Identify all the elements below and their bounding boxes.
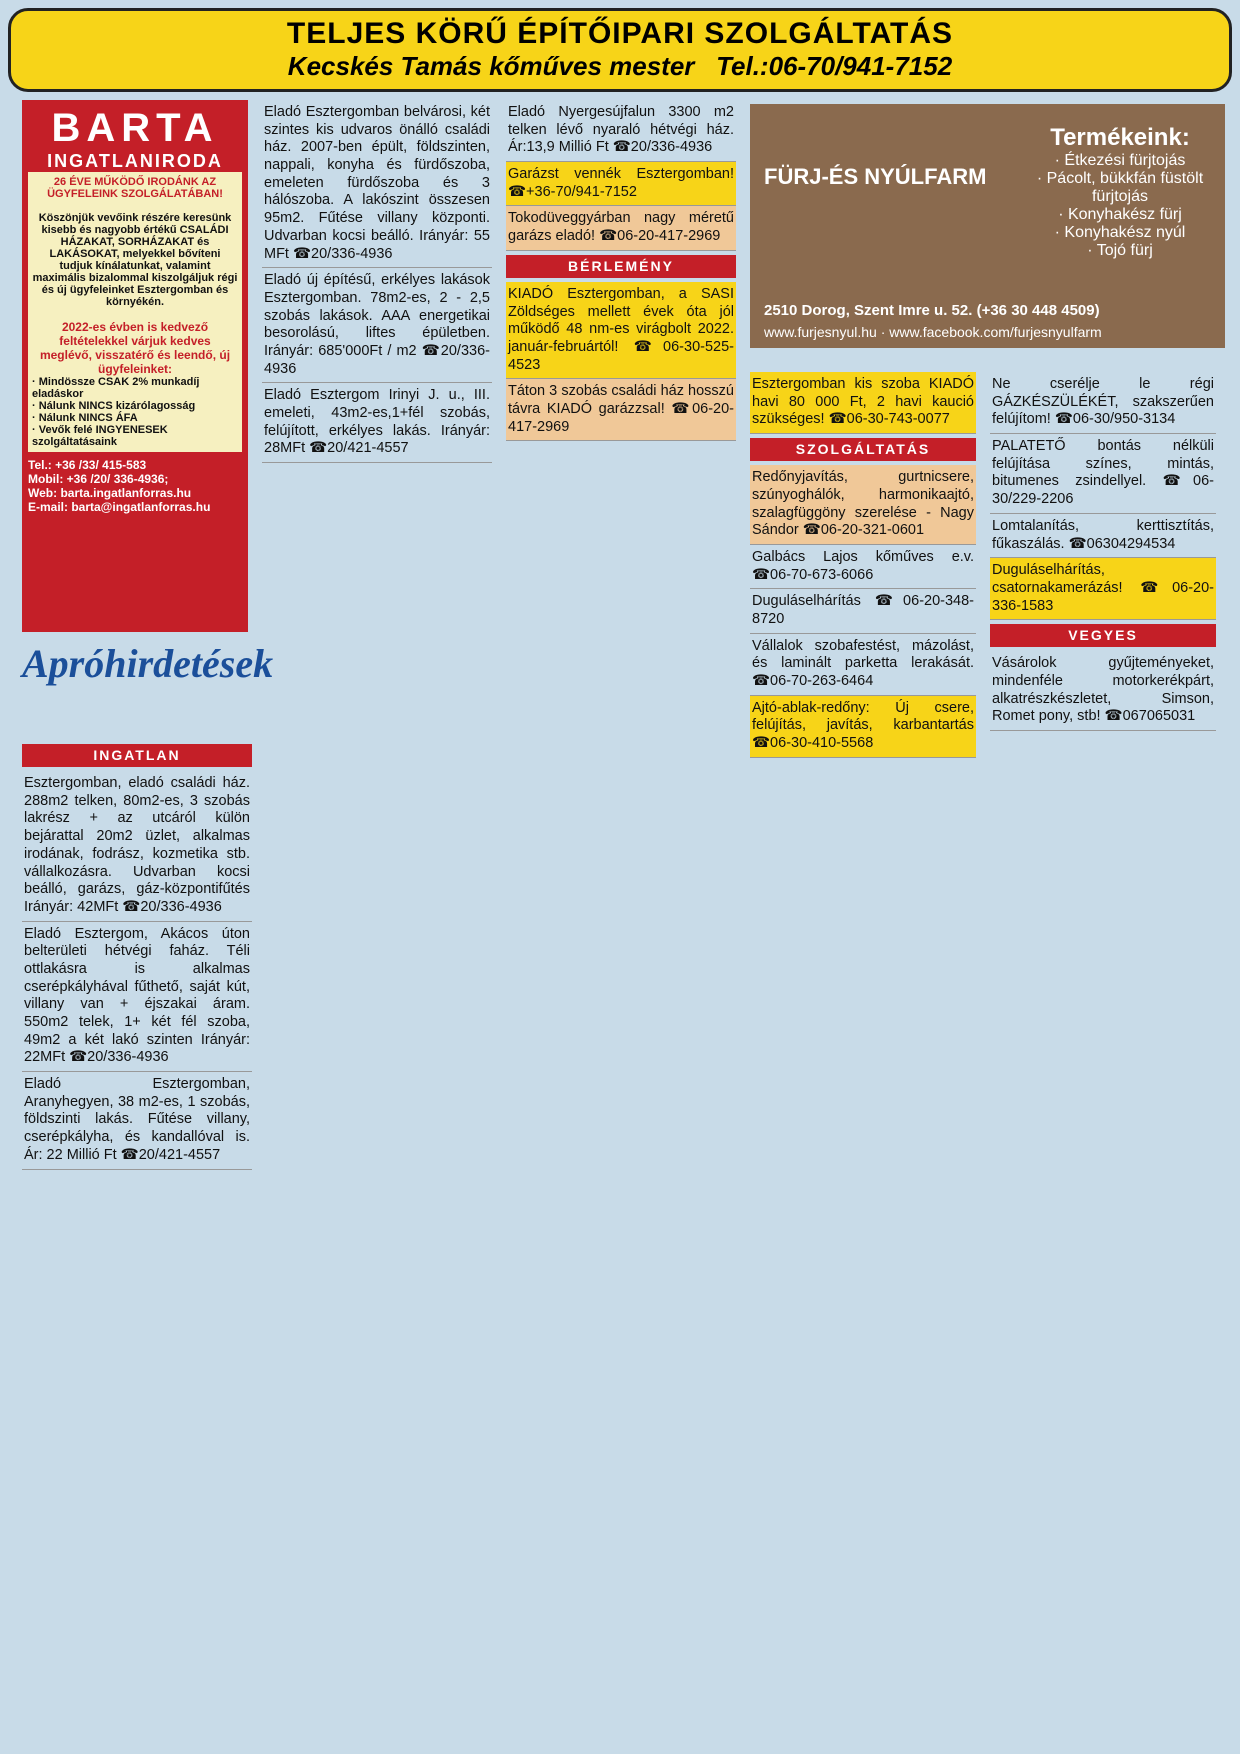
- barta-web: Web: barta.ingatlanforras.hu: [28, 486, 192, 500]
- header-title: TELJES KÖRŰ ÉPÍTŐIPARI SZOLGÁLTATÁS: [286, 17, 954, 50]
- barta-mobil: Mobil: +36 /20/ 336-4936;: [28, 472, 169, 486]
- farm-web: www.furjesnyul.hu: [764, 324, 877, 340]
- list-item: Vásárolok gyűjteményeket, mindenféle motorkerékpárt, alkatrészkészletet, Simson, Romet pony, stb! ☎067065031: [990, 651, 1216, 731]
- list-item: Ne cserélje le régi GÁZKÉSZÜLÉKÉT, szakszerűen felújítom! ☎06-30/950-3134: [990, 372, 1216, 434]
- list-item: Eladó Esztergom Irinyi J. u., III. emeleti, 43m2-es,1+fél szobás, felújított, erkélyes lakás. Irányár: 28MFt ☎20/421-4557: [262, 383, 492, 463]
- section-szolgaltatas: SZOLGÁLTATÁS: [750, 438, 976, 461]
- list-item: Vállalok szobafestést, mázolást, és laminált parketta lerakását. ☎06-70-263-6464: [750, 634, 976, 696]
- farm-item: · Konyhakész fürj: [1058, 206, 1182, 223]
- col-4: [750, 372, 976, 758]
- list-item: Duguláselhárítás ☎06-20-348-8720: [750, 589, 976, 633]
- list-item: Eladó új építésű, erkélyes lakások Esztergomban. 78m2-es, 2 - 2,5 szobás lakások. AAA energetikai besorolású, liftes épületben. Irányár: 685'000Ft / m2 ☎20/336-4936: [262, 268, 492, 383]
- farm-addr: 2510 Dorog, Szent Imre u. 52.: [764, 302, 973, 319]
- section-vegyes: VEGYES: [990, 624, 1216, 647]
- col-2: [262, 100, 492, 463]
- section-berlemeny: BÉRLEMÉNY: [506, 255, 736, 278]
- list-item: Lomtalanítás, kerttisztítás, fűkaszálás. ☎06304294534: [990, 514, 1216, 558]
- barta-ad: [22, 100, 248, 632]
- list-item: Duguláselhárítás, csatornakamerázás! ☎06-20-336-1583: [990, 558, 1216, 620]
- col-5: [990, 372, 1216, 731]
- list-item: Galbács Lajos kőműves e.v. ☎06-70-673-6066: [750, 545, 976, 589]
- header-banner: [8, 8, 1232, 92]
- list-item: Táton 3 szobás családi ház hosszú távra KIADÓ garázzsal! ☎06-20-417-2969: [506, 379, 736, 441]
- farm-item: · Konyhakész nyúl: [1054, 224, 1186, 241]
- barta-sub: INGATLANIRODA: [47, 151, 223, 171]
- list-item: Esztergomban, eladó családi ház. 288m2 telken, 80m2-es, 3 szobás lakrész + az utcáról külön bejárattal 20m2 üzlet, alkalmas irodának, fodrász, kozmetika stb. vállalkozásra. Udvarban kocsi beálló, garázs, gáz-központifűtés Irányár: 42MFt ☎20/336-4936: [22, 771, 252, 922]
- farm-ad: FÜRJ-ÉS NYÚLFARM Termékeink: · Étkezési fürjtojás · Pácolt, bükkfán füstölt fürjtojás · Konyhakész fürj · Konyhakész nyúl · Tojó fürj 2510 Dorog, Szent Imre u. 52. (+36 30 448 4509) www.furjesnyul.hu · www.facebook.com/furjesnyulfarm: [750, 104, 1225, 348]
- header-subtitle: Kecskés Tamás kőműves mester Tel.:06-70/941-7152: [287, 51, 953, 81]
- list-item: Ajtó-ablak-redőny: Új csere, felújítás, javítás, karbantartás ☎06-30-410-5568: [750, 696, 976, 758]
- header-phone: Tel.:06-70/941-7152: [716, 51, 953, 81]
- col-3: [506, 100, 736, 441]
- list-item: Eladó Esztergom, Akácos úton belterületi hétvégi faház. Téli ottlakásra is alkalmas cserépkályhával fűthető, saját kút, villany van + éjszakai áram. 550m2 telek, 1+ két fél szoba, 49m2 a két lakó szinten Irányár: 22MFt ☎20/336-4936: [22, 922, 252, 1073]
- barta-name: BARTA: [51, 106, 219, 150]
- list-item: PALATETŐ bontás nélküli felújítása színes, mintás, bitumenes zsindellyel. ☎06-30/229-2206: [990, 434, 1216, 514]
- farm-item: · Étkezési fürjtojás: [1054, 152, 1186, 169]
- barta-body: 26 ÉVE MŰKÖDŐ IRODÁNK AZ ÜGYFELEINK SZOLGÁLATÁBAN! Köszönjük vevőink részére keresünk kisebb és nagyobb értékű CSALÁDI HÁZAKAT, SORHÁZAKAT és LAKÁSOKAT, melyekkel bővíteni tudjuk kínálatunkat, valamint maximális bizalommal kiszolgáljuk régi és új ügyfeleinket Esztergomban és környékén. 2022-es évben is kedvező feltételekkel várjuk kedves meglévő, visszatérő és leendő, új ügyfeleinket: · Mindössze CSAK 2% munkadíj eladáskor · Nálunk NINCS kizárólagosság · Nálunk NINCS ÁFA · Vevők felé INGYENESEK szolgáltatásaink: [28, 172, 242, 452]
- farm-title: Termékeink:: [1050, 124, 1190, 151]
- list-item: Redőnyjavítás, gurtnicsere, szúnyoghálók, harmonikaajtó, szalagfüggöny szerelése - Nagy Sándor ☎06-20-321-0601: [750, 465, 976, 545]
- barta-tel: Tel.: +36 /33/ 415-583: [28, 458, 147, 472]
- list-item: Eladó Nyergesújfalun 3300 m2 telken lévő nyaraló hétvégi ház. Ár:13,9 Millió Ft ☎20/336-4936: [506, 100, 736, 162]
- farm-item: · Tojó fürj: [1087, 242, 1153, 259]
- section-ingatlan: INGATLAN: [22, 744, 252, 767]
- farm-fb: www.facebook.com/furjesnyulfarm: [889, 324, 1102, 340]
- farm-item: · Pácolt, bükkfán füstölt fürjtojás: [1036, 170, 1204, 205]
- list-item: Esztergomban kis szoba KIADÓ havi 80 000 Ft, 2 havi kaució szükséges! ☎06-30-743-0077: [750, 372, 976, 434]
- list-item: Eladó Esztergomban belvárosi, két szintes kis udvaros önálló családi ház. 2007-ben épült, földszinten, nappali, konyha és fürdőszoba, emeleten fürdőszoba és 3 hálószoba. A lakószint összesen 95m2. Fűtése villany központi. Udvarban kocsi beálló. Irányár: 55 MFt ☎20/336-4936: [262, 100, 492, 268]
- list-item: Eladó Esztergomban, Aranyhegyen, 38 m2-es, 1 szobás, földszinti lakás. Fűtése villany, cserépkályha, és kandallóval is. Ár: 22 Millió Ft ☎20/421-4557: [22, 1072, 252, 1169]
- list-item: KIADÓ Esztergomban, a SASI Zöldséges mellett évek óta jól működő 48 nm-es virágbolt 2022. január-februártól! ☎06-30-525-4523: [506, 282, 736, 379]
- farm-phone: +36 30 448 4509: [981, 302, 1095, 319]
- col-1: [22, 740, 252, 1170]
- list-item: Tokodüveggyárban nagy méretű garázs eladó! ☎06-20-417-2969: [506, 206, 736, 250]
- farm-logo: FÜRJ-ÉS NYÚLFARM: [764, 164, 987, 189]
- barta-email: E-mail: barta@ingatlanforras.hu: [28, 500, 211, 514]
- list-item: Garázst vennék Esztergomban! ☎+36-70/941-7152: [506, 162, 736, 206]
- apro-title: Apróhirdetések: [22, 641, 274, 686]
